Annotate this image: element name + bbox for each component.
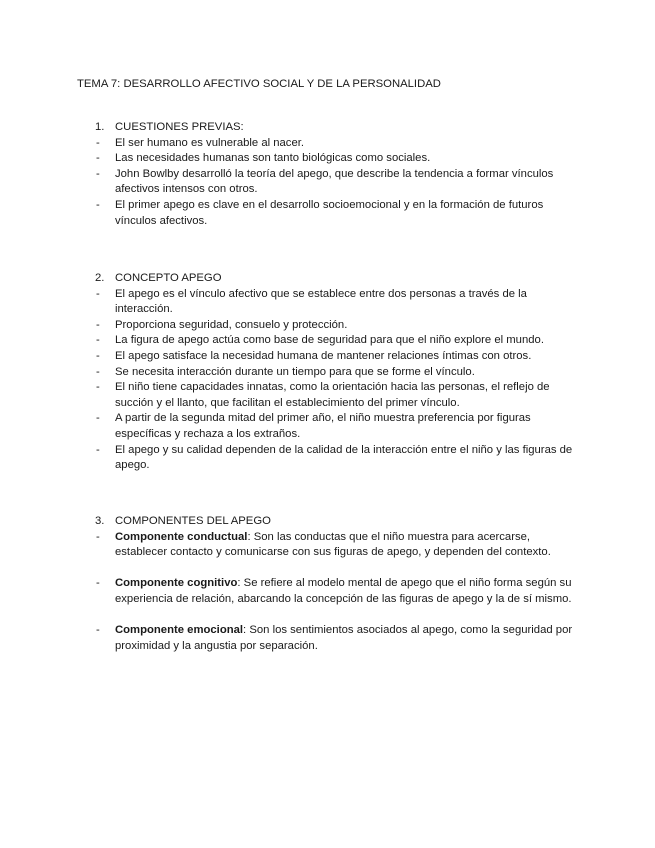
section-heading bbox=[0, 120, 655, 136]
bullet-dash: - bbox=[96, 318, 100, 331]
bullet-list bbox=[0, 530, 655, 655]
bullet-dash: - bbox=[96, 198, 100, 211]
list-item-text: El niño tiene capacidades innatas, como la orientación hacia las personas, el reflejo de succión y el llanto, que facilitan el establecimiento del primer vínculo. bbox=[115, 381, 550, 409]
list-item bbox=[0, 380, 580, 411]
list-item bbox=[0, 287, 580, 318]
bullet-dash: - bbox=[96, 577, 100, 590]
section-heading bbox=[0, 271, 655, 287]
list-item-text: Se necesita interacción durante un tiempo para que se forme el vínculo. bbox=[115, 365, 475, 378]
list-item bbox=[0, 198, 580, 229]
list-item-text: A partir de la segunda mitad del primer año, el niño muestra preferencia por figuras específicas y rechaza a los extraños. bbox=[115, 412, 531, 440]
component-description: : Son las conductas que el niño muestra para acercarse, establecer contacto y comunicarse con sus figuras de apego, y dependen del contexto. bbox=[115, 530, 551, 559]
section-heading bbox=[0, 514, 655, 530]
list-item bbox=[0, 349, 580, 365]
section-title: CUESTIONES PREVIAS: bbox=[115, 121, 244, 133]
list-item-text: Proporciona seguridad, consuelo y protección. bbox=[115, 318, 348, 331]
bullet-dash: - bbox=[96, 136, 100, 149]
list-item bbox=[0, 623, 580, 654]
list-item-text: El apego es el vínculo afectivo que se establece entre dos personas a través de la interacción. bbox=[115, 287, 527, 316]
section-number: 3. bbox=[95, 515, 105, 527]
list-item-text: El apego y su calidad dependen de la calidad de la interacción entre el niño y las figuras de apego. bbox=[115, 443, 573, 472]
list-item-text: Las necesidades humanas son tanto biológicas como sociales. bbox=[115, 152, 431, 165]
list-item bbox=[0, 167, 580, 198]
list-item bbox=[0, 411, 580, 442]
list-item bbox=[0, 365, 580, 381]
list-item bbox=[0, 443, 580, 474]
section-cuestiones-previas bbox=[0, 120, 655, 229]
section-title: CONCEPTO APEGO bbox=[115, 272, 222, 284]
list-item bbox=[0, 530, 580, 561]
list-item bbox=[0, 318, 580, 334]
bullet-dash: - bbox=[96, 412, 100, 425]
bullet-dash: - bbox=[96, 624, 100, 637]
document-title: TEMA 7: DESARROLLO AFECTIVO SOCIAL Y DE LA PERSONALIDAD bbox=[77, 78, 441, 90]
component-term: Componente conductual bbox=[115, 530, 248, 543]
bullet-dash: - bbox=[96, 152, 100, 165]
bullet-dash: - bbox=[96, 443, 100, 456]
bullet-dash: - bbox=[96, 365, 100, 378]
list-item bbox=[0, 576, 580, 607]
list-item-text: El primer apego es clave en el desarrollo socioemocional y en la formación de futuros vínculos afectivos. bbox=[115, 198, 544, 227]
list-item-text: El apego satisface la necesidad humana de mantener relaciones íntimas con otros. bbox=[115, 349, 532, 362]
bullet-dash: - bbox=[96, 287, 100, 300]
list-item bbox=[0, 151, 580, 167]
list-item-text: El ser humano es vulnerable al nacer. bbox=[115, 136, 305, 149]
list-item bbox=[0, 333, 580, 349]
list-item bbox=[0, 136, 580, 152]
list-item-text: La figura de apego actúa como base de seguridad para que el niño explore el mundo. bbox=[115, 334, 544, 347]
section-number: 1. bbox=[95, 121, 105, 133]
bullet-dash: - bbox=[96, 167, 100, 180]
section-number: 2. bbox=[95, 272, 105, 284]
bullet-list bbox=[0, 287, 655, 474]
bullet-dash: - bbox=[96, 530, 100, 543]
component-description: : Son los sentimientos asociados al apego, como la seguridad por proximidad y la angustia por separación. bbox=[115, 624, 573, 652]
bullet-dash: - bbox=[96, 334, 100, 347]
bullet-dash: - bbox=[96, 349, 100, 362]
component-term: Componente emocional bbox=[115, 624, 244, 637]
bullet-dash: - bbox=[96, 381, 100, 394]
section-title: COMPONENTES DEL APEGO bbox=[115, 515, 271, 527]
list-item-text: John Bowlby desarrolló la teoría del apego, que describe la tendencia a formar vínculos afectivos intensos con otros. bbox=[115, 167, 554, 196]
component-term: Componente cognitivo bbox=[115, 577, 238, 590]
section-concepto-apego bbox=[0, 271, 655, 474]
component-description: : Se refiere al modelo mental de apego que el niño forma según su experiencia de relación, abarcando la concepción de las figuras de apego y la de sí mismo. bbox=[115, 577, 572, 605]
section-componentes-apego bbox=[0, 514, 655, 654]
bullet-list bbox=[0, 136, 655, 230]
